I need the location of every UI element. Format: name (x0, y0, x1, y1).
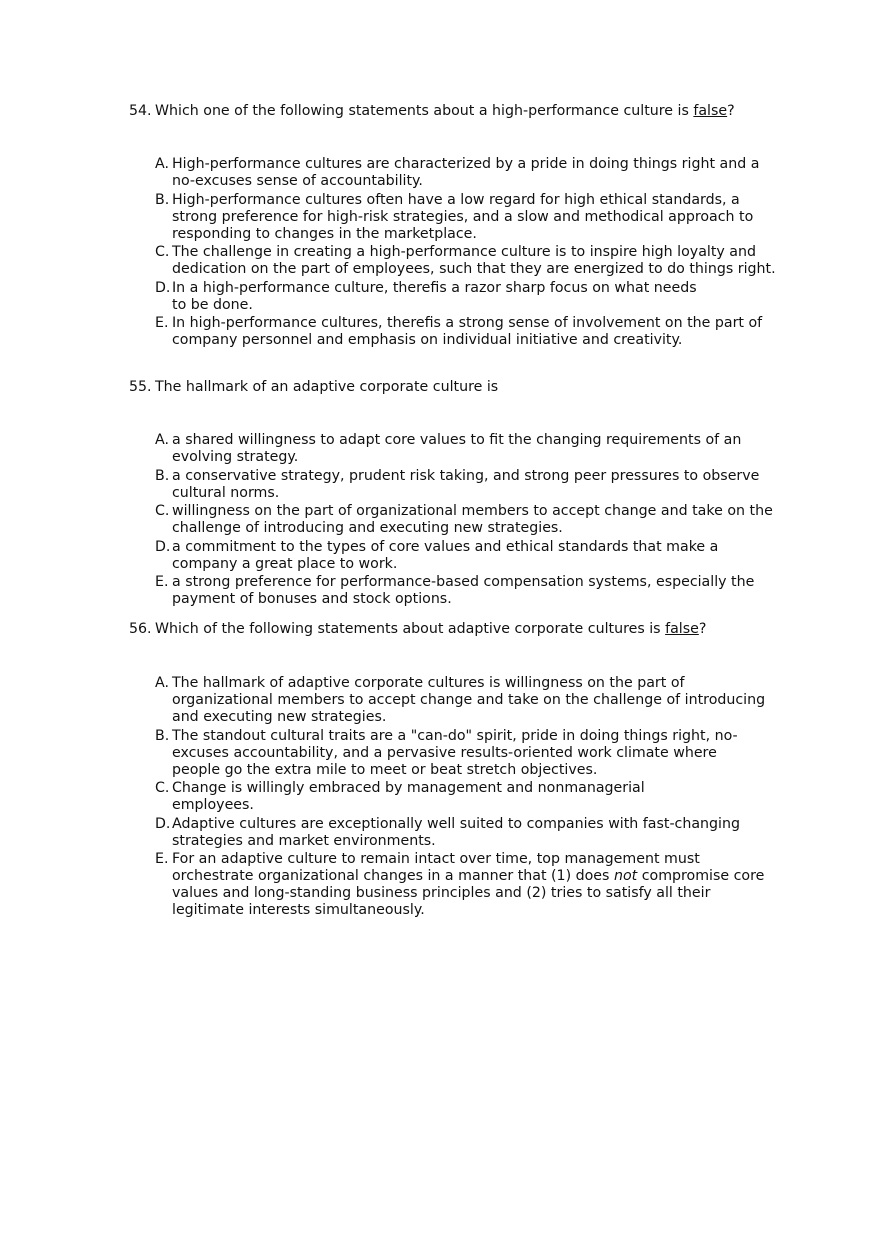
answer-options (155, 156, 780, 351)
question-number: 54. (129, 103, 152, 119)
question-54 (129, 102, 789, 348)
option-text: In a high-performance culture, therefis a razor sharp focus on what needs to be done. (172, 279, 697, 313)
option-c (155, 244, 780, 278)
answer-options (155, 432, 780, 610)
option-text: The challenge in creating a high-performance culture is to inspire high loyalty and dedication on the part of employees, such that they are energized to do things right. (172, 244, 776, 277)
question-number: 56. (129, 621, 152, 637)
option-letter: E. (155, 851, 169, 867)
option-text: a conservative strategy, prudent risk taking, and strong peer pressures to observe cultural norms. (172, 467, 760, 501)
option-text: High-performance cultures are characterized by a pride in doing things right and a no-excuses sense of accountability. (172, 156, 760, 189)
question-stem (129, 378, 789, 396)
stem-emphasis: false (693, 103, 728, 119)
question-text (155, 102, 735, 120)
question-text: The hallmark of an adaptive corporate culture is (155, 379, 499, 395)
option-letter: C. (155, 780, 170, 796)
option-letter: A. (155, 156, 169, 172)
option-e (155, 315, 780, 349)
option-text: willingness on the part of organizational members to accept change and take on the challenge of introducing and executing new strategies. (172, 503, 773, 536)
question-stem (129, 620, 789, 638)
option-text: High-performance cultures often have a low regard for high ethical standards, a strong preference for high-risk strategies, and a slow and methodical approach to responding to changes in the marketplace. (172, 191, 754, 242)
option-letter: D. (155, 538, 171, 555)
question-stem (129, 102, 789, 120)
option-letter: B. (155, 727, 170, 744)
option-text: Change is willingly embraced by management and nonmanagerial employees. (172, 780, 645, 813)
option-letter: B. (155, 191, 170, 208)
option-text: In high-performance cultures, therefis a strong sense of involvement on the part of company personnel and emphasis on individual initiative and creativity. (172, 315, 763, 348)
option-a (155, 432, 780, 466)
option-text: a strong preference for performance-based compensation systems, especially the payment of bonuses and stock options. (172, 574, 755, 607)
option-text: The standout cultural traits are a "can-do" spirit, pride in doing things right, no-excuses accountability, and a pervasive results-oriented work climate where people go the extra mile to meet or beat stretch objectives. (172, 727, 738, 778)
option-b (155, 468, 780, 502)
option-b (155, 192, 780, 243)
option-e (155, 851, 780, 919)
option-text: a shared willingness to adapt core values to fit the changing requirements of an evolving strategy. (172, 432, 742, 465)
option-text-start: For an adaptive culture to remain intact over time, top management must orchestrate organizational changes in a manner that (1) does (172, 851, 700, 884)
answer-options (155, 675, 780, 921)
option-text-emphasis: not (613, 868, 638, 884)
option-c (155, 503, 780, 537)
option-letter: B. (155, 467, 170, 484)
option-a (155, 675, 780, 726)
option-letter: E. (155, 315, 169, 331)
option-letter: A. (155, 675, 169, 691)
stem-end: ? (698, 621, 707, 637)
option-text: a commitment to the types of core values and ethical standards that make a company a great place to work. (172, 538, 719, 572)
option-letter: E. (155, 574, 169, 590)
option-e (155, 574, 780, 608)
option-b (155, 728, 780, 779)
option-c (155, 780, 780, 814)
question-text (155, 620, 706, 638)
option-letter: D. (155, 815, 171, 832)
option-a (155, 156, 780, 190)
option-letter: C. (155, 503, 170, 519)
option-d (155, 280, 780, 314)
question-55 (129, 378, 789, 607)
question-number: 55. (129, 379, 152, 395)
option-text: Adaptive cultures are exceptionally well suited to companies with fast-changing strategies and market environments. (172, 815, 740, 849)
stem-end: ? (727, 103, 735, 119)
option-letter: C. (155, 244, 170, 260)
option-text-end: compromise core values and long-standing business principles and (2) tries to satisfy all their legitimate interests simultaneously. (172, 868, 765, 918)
option-letter: D. (155, 279, 171, 296)
stem-text: Which one of the following statements about a high-performance culture is (155, 103, 694, 119)
option-text (172, 851, 780, 919)
option-d (155, 816, 780, 850)
option-letter: A. (155, 432, 169, 448)
stem-text: Which of the following statements about adaptive corporate cultures is (155, 621, 666, 637)
stem-emphasis: false (665, 621, 699, 637)
option-d (155, 539, 780, 573)
option-text: The hallmark of adaptive corporate cultures is willingness on the part of organizational members to accept change and take on the challenge of introducing and executing new strategies. (172, 675, 766, 725)
question-56 (129, 620, 789, 918)
